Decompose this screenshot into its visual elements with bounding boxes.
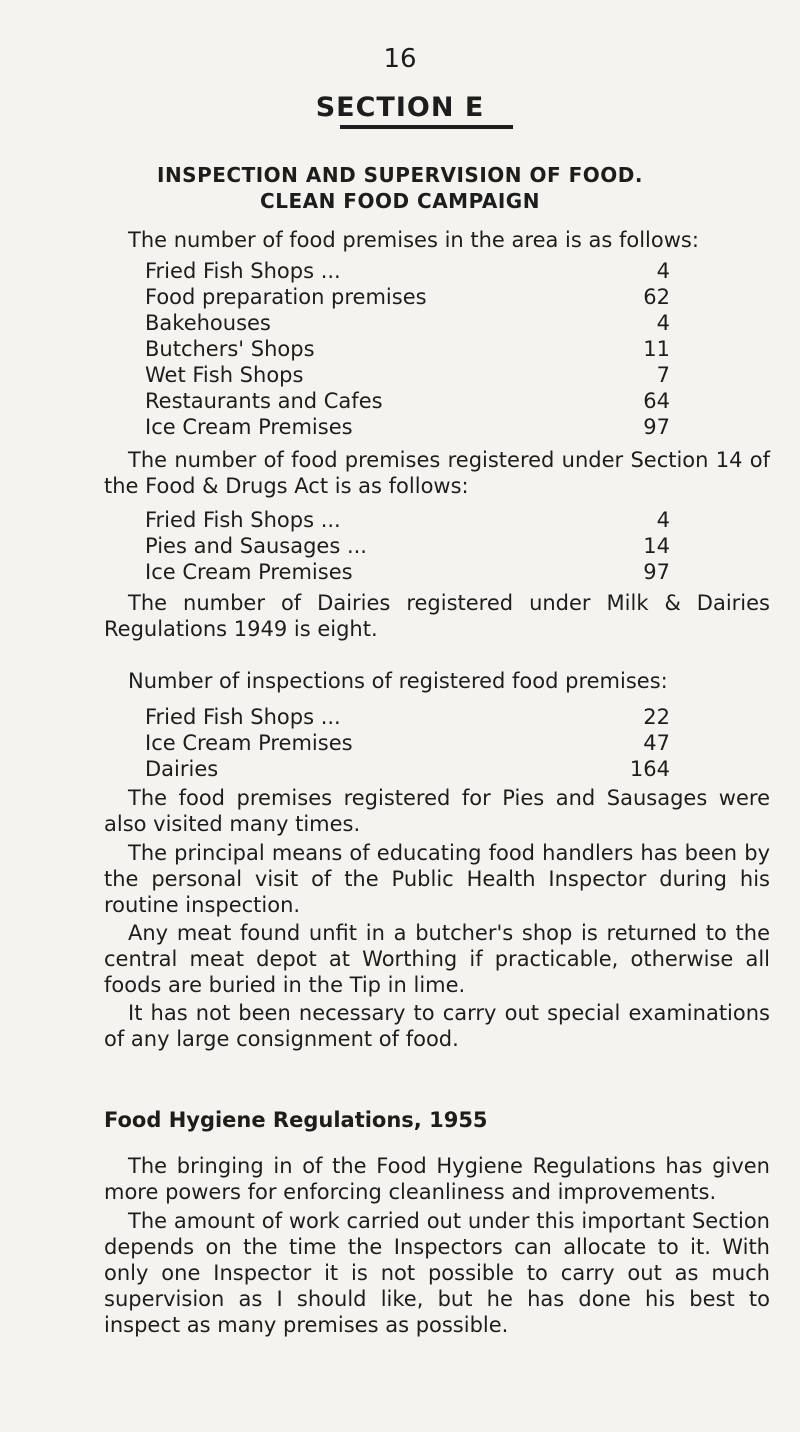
table-row [145,258,670,284]
table-row [145,559,670,585]
intro-premises: The number of food premises in the area is as follows: [128,228,699,252]
inspections-table [145,704,670,782]
row-value: 14 [643,534,670,558]
table-row [145,310,670,336]
row-value: 7 [656,363,670,387]
table-row [145,336,670,362]
table-row [145,507,670,533]
row-value: 4 [656,311,670,335]
row-value: 164 [629,757,670,781]
main-heading-line1: INSPECTION AND SUPERVISION OF FOOD. [157,163,643,187]
table-row [145,284,670,310]
intro-registered: The number of food premises registered under Section 14 of the Food & Drugs Act is as follows: [104,448,770,498]
row-value: 4 [656,508,670,532]
dairies-text: The number of Dairies registered under Milk & Dairies Regulations 1949 is eight. [104,591,770,641]
row-value: 62 [643,285,670,309]
table-row [145,388,670,414]
table-row [145,414,670,440]
row-label: Restaurants and Cafes [145,389,383,413]
table-row [145,362,670,388]
row-label: Butchers' Shops [145,337,315,361]
row-label: Bakehouses [145,311,271,335]
row-label: Dairies [145,757,219,781]
table-row [145,533,670,559]
section-title: SECTION E [315,92,485,123]
row-value: 64 [643,389,670,413]
para-meat: Any meat found unfit in a butcher's shop is returned to the central meat depot at Worthing if practicable, otherwise all foods are buried in the Tip in lime. [104,921,770,997]
row-label: Fried Fish Shops ... [145,259,341,283]
registered-table [145,507,670,585]
main-heading-line2: CLEAN FOOD CAMPAIGN [260,189,540,213]
row-label: Ice Cream Premises [145,560,353,584]
row-label: Fried Fish Shops ... [145,508,341,532]
row-value: 4 [656,259,670,283]
page-number: 16 [383,44,417,74]
row-value: 11 [643,337,670,361]
para-regulations: The bringing in of the Food Hygiene Regulations has given more powers for enforcing cleanliness and improvements. [104,1154,770,1204]
table-row [145,756,670,782]
para-amount: The amount of work carried out under this important Section depends on the time the Inspectors can allocate to it. With only one Inspector it is not possible to carry out as much supervision as I should like, but he has done his best to inspect as many premises as possible. [104,1209,770,1337]
para-pies: The food premises registered for Pies and Sausages were also visited many times. [104,786,770,836]
row-value: 22 [643,705,670,729]
para-consignment: It has not been necessary to carry out special examinations of any large consignment of food. [104,1001,770,1051]
row-value: 47 [643,731,670,755]
row-value: 97 [643,415,670,439]
row-value: 97 [643,560,670,584]
row-label: Ice Cream Premises [145,731,353,755]
row-label: Wet Fish Shops [145,363,304,387]
row-label: Ice Cream Premises [145,415,353,439]
intro-inspections: Number of inspections of registered food premises: [128,669,668,693]
row-label: Pies and Sausages ... [145,534,367,558]
table-row [145,704,670,730]
row-label: Fried Fish Shops ... [145,705,341,729]
subheading-food-hygiene: Food Hygiene Regulations, 1955 [104,1108,488,1132]
section-title-underline [340,125,513,129]
premises-table [145,258,670,440]
row-label: Food preparation premises [145,285,427,309]
table-row [145,730,670,756]
para-education: The principal means of educating food handlers has been by the personal visit of the Public Health Inspector during his routine inspection. [104,841,770,917]
